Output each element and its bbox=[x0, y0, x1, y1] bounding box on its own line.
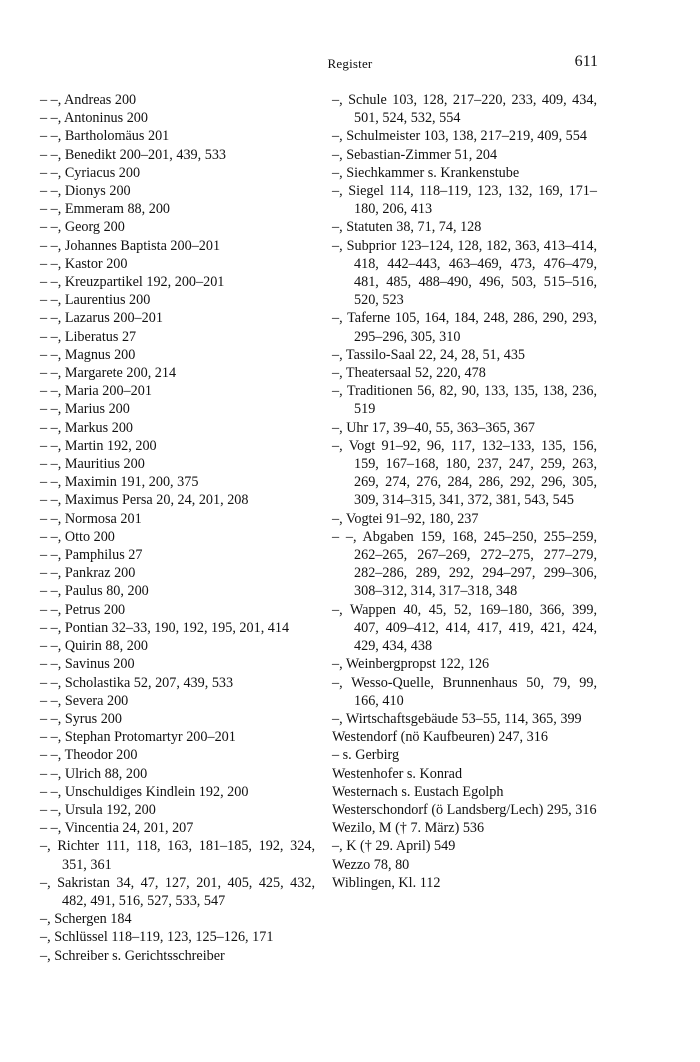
index-entry: – –, Andreas 200 bbox=[40, 92, 137, 108]
index-entry: Westernach s. Eustach Egolph bbox=[332, 783, 504, 800]
index-entry: –, Subprior 123–124, 128, 182, 363, 413–414, 418, 442–443, 463–469, 473, 476–479, 481, 485, 488–490, 496, 503, 515–516, 520, 523 bbox=[332, 237, 597, 309]
index-entry: Westerschondorf (ö Landsberg/Lech) 295, 316 bbox=[332, 801, 597, 818]
index-entry: –, Wappen 40, 45, 52, 169–180, 366, 399, 407, 409–412, 414, 417, 419, 421, 424, 429, 434, 438 bbox=[332, 601, 597, 655]
index-entry: –, Schulmeister 103, 138, 217–219, 409, 554 bbox=[332, 128, 587, 145]
index-entry: –, Wirtschaftsgebäude 53–55, 114, 365, 399 bbox=[332, 710, 582, 727]
index-entry: – –, Maximin 191, 200, 375 bbox=[40, 474, 199, 491]
index-entry: – –, Quirin 88, 200 bbox=[40, 638, 148, 655]
index-entry: – –, Paulus 80, 200 bbox=[40, 583, 149, 600]
index-entry: –, Schreiber s. Gerichtsschreiber bbox=[40, 947, 225, 964]
index-entry: –, Sakristan 34, 47, 127, 201, 405, 425, 432, 482, 491, 516, 527, 533, 547 bbox=[40, 874, 315, 909]
index-entry: –, Uhr 17, 39–40, 55, 363–365, 367 bbox=[332, 419, 535, 436]
index-entry: – –, Unschuldiges Kindlein 192, 200 bbox=[40, 783, 249, 800]
index-entry: – –, Markus 200 bbox=[40, 419, 134, 436]
index-entry: –, Theatersaal 52, 220, 478 bbox=[332, 365, 486, 382]
index-entry: – –, Otto 200 bbox=[40, 528, 115, 545]
index-entry: Wiblingen, Kl. 112 bbox=[332, 874, 441, 891]
index-entry: Wezzo 78, 80 bbox=[332, 856, 410, 873]
index-entry: – –, Normosa 201 bbox=[40, 510, 142, 527]
index-entry: – –, Severa 200 bbox=[40, 692, 129, 709]
index-entry: –, Vogtei 91–92, 180, 237 bbox=[332, 510, 479, 527]
index-entry: – –, Abgaben 159, 168, 245–250, 255–259, 262–265, 267–269, 272–275, 277–279, 282–286, 289, 292, 294–297, 299–306, 308–312, 314, 317–318, 348 bbox=[332, 528, 597, 600]
index-entry: – –, Johannes Baptista 200–201 bbox=[40, 237, 221, 254]
index-entry: – –, Vincentia 24, 201, 207 bbox=[40, 820, 194, 837]
index-entry: – –, Mauritius 200 bbox=[40, 456, 145, 473]
index-entry: – –, Margarete 200, 214 bbox=[40, 365, 177, 382]
index-entry: – –, Pankraz 200 bbox=[40, 565, 136, 582]
index-entry: –, Siechkammer s. Krankenstube bbox=[332, 164, 520, 181]
index-entry: – –, Pontian 32–33, 190, 192, 195, 201, 414 bbox=[40, 619, 290, 636]
page-number: 611 bbox=[574, 53, 598, 70]
index-entry: –, Weinbergpropst 122, 126 bbox=[332, 656, 490, 673]
index-entry: – –, Maria 200–201 bbox=[40, 383, 152, 400]
index-entry: – –, Antoninus 200 bbox=[40, 110, 148, 127]
index-entry: – –, Syrus 200 bbox=[40, 710, 122, 727]
index-entry: – –, Dionys 200 bbox=[40, 183, 131, 200]
index-entry: – –, Pamphilus 27 bbox=[40, 547, 143, 564]
index-entry: –, Tassilo-Saal 22, 24, 28, 51, 435 bbox=[332, 346, 526, 363]
index-entry: –, Richter 111, 118, 163, 181–185, 192, 324, 351, 361 bbox=[40, 838, 315, 873]
index-entry: Westendorf (nö Kaufbeuren) 247, 316 bbox=[332, 729, 548, 746]
index-entry: – –, Martin 192, 200 bbox=[40, 437, 157, 454]
index-entry: – –, Marius 200 bbox=[40, 401, 130, 418]
index-entry: – –, Lazarus 200–201 bbox=[40, 310, 163, 327]
index-entry: – –, Kreuzpartikel 192, 200–201 bbox=[40, 274, 225, 291]
index-entry: – –, Georg 200 bbox=[40, 219, 125, 236]
running-header: Register bbox=[327, 56, 373, 71]
index-entry: – –, Liberatus 27 bbox=[40, 328, 137, 345]
index-entry: –, Vogt 91–92, 96, 117, 132–133, 135, 156, 159, 167–168, 180, 237, 247, 259, 263, 269, 274, 276, 284, 286, 292, 296, 305, 309, 314–315, 341, 372, 381, 543, 545 bbox=[332, 437, 597, 509]
index-entry: –, Schergen 184 bbox=[40, 911, 132, 928]
index-entry: –, Schule 103, 128, 217–220, 233, 409, 434, 501, 524, 532, 554 bbox=[332, 92, 597, 127]
index-entry: – –, Petrus 200 bbox=[40, 601, 126, 618]
index-column-right bbox=[332, 91, 597, 892]
index-entry: – –, Benedikt 200–201, 439, 533 bbox=[40, 146, 227, 163]
index-entry: –, Siegel 114, 118–119, 123, 132, 169, 171–180, 206, 413 bbox=[332, 183, 597, 218]
index-entry: – –, Maximus Persa 20, 24, 201, 208 bbox=[40, 492, 249, 509]
index-entry: – s. Gerbirg bbox=[332, 747, 400, 764]
index-entry: – –, Ulrich 88, 200 bbox=[40, 765, 148, 782]
index-entry: – –, Cyriacus 200 bbox=[40, 164, 141, 181]
index-entry: –, Traditionen 56, 82, 90, 133, 135, 138, 236, 519 bbox=[332, 383, 597, 418]
index-entry: Westenhofer s. Konrad bbox=[332, 765, 463, 782]
index-entry: –, Statuten 38, 71, 74, 128 bbox=[332, 219, 482, 236]
index-entry: Wezilo, M († 7. März) 536 bbox=[332, 820, 485, 837]
index-entry: –, Sebastian-Zimmer 51, 204 bbox=[332, 146, 498, 163]
index-entry: – –, Theodor 200 bbox=[40, 747, 138, 764]
index-entry: – –, Bartholomäus 201 bbox=[40, 128, 170, 145]
index-entry: – –, Emmeram 88, 200 bbox=[40, 201, 171, 218]
index-entry: – –, Kastor 200 bbox=[40, 255, 128, 272]
index-entry: –, Taferne 105, 164, 184, 248, 286, 290, 293, 295–296, 305, 310 bbox=[332, 310, 597, 345]
index-entry: – –, Stephan Protomartyr 200–201 bbox=[40, 729, 236, 746]
index-entry: – –, Savinus 200 bbox=[40, 656, 135, 673]
index-entry: –, K († 29. April) 549 bbox=[332, 838, 456, 855]
index-entry: – –, Ursula 192, 200 bbox=[40, 801, 156, 818]
index-entry: –, Wesso-Quelle, Brunnenhaus 50, 79, 99, 166, 410 bbox=[332, 674, 597, 709]
index-entry: –, Schlüssel 118–119, 123, 125–126, 171 bbox=[40, 929, 274, 946]
index-entry: – –, Scholastika 52, 207, 439, 533 bbox=[40, 674, 234, 691]
index-column-left bbox=[40, 91, 315, 965]
index-entry: – –, Laurentius 200 bbox=[40, 292, 151, 309]
index-entry: – –, Magnus 200 bbox=[40, 346, 136, 363]
